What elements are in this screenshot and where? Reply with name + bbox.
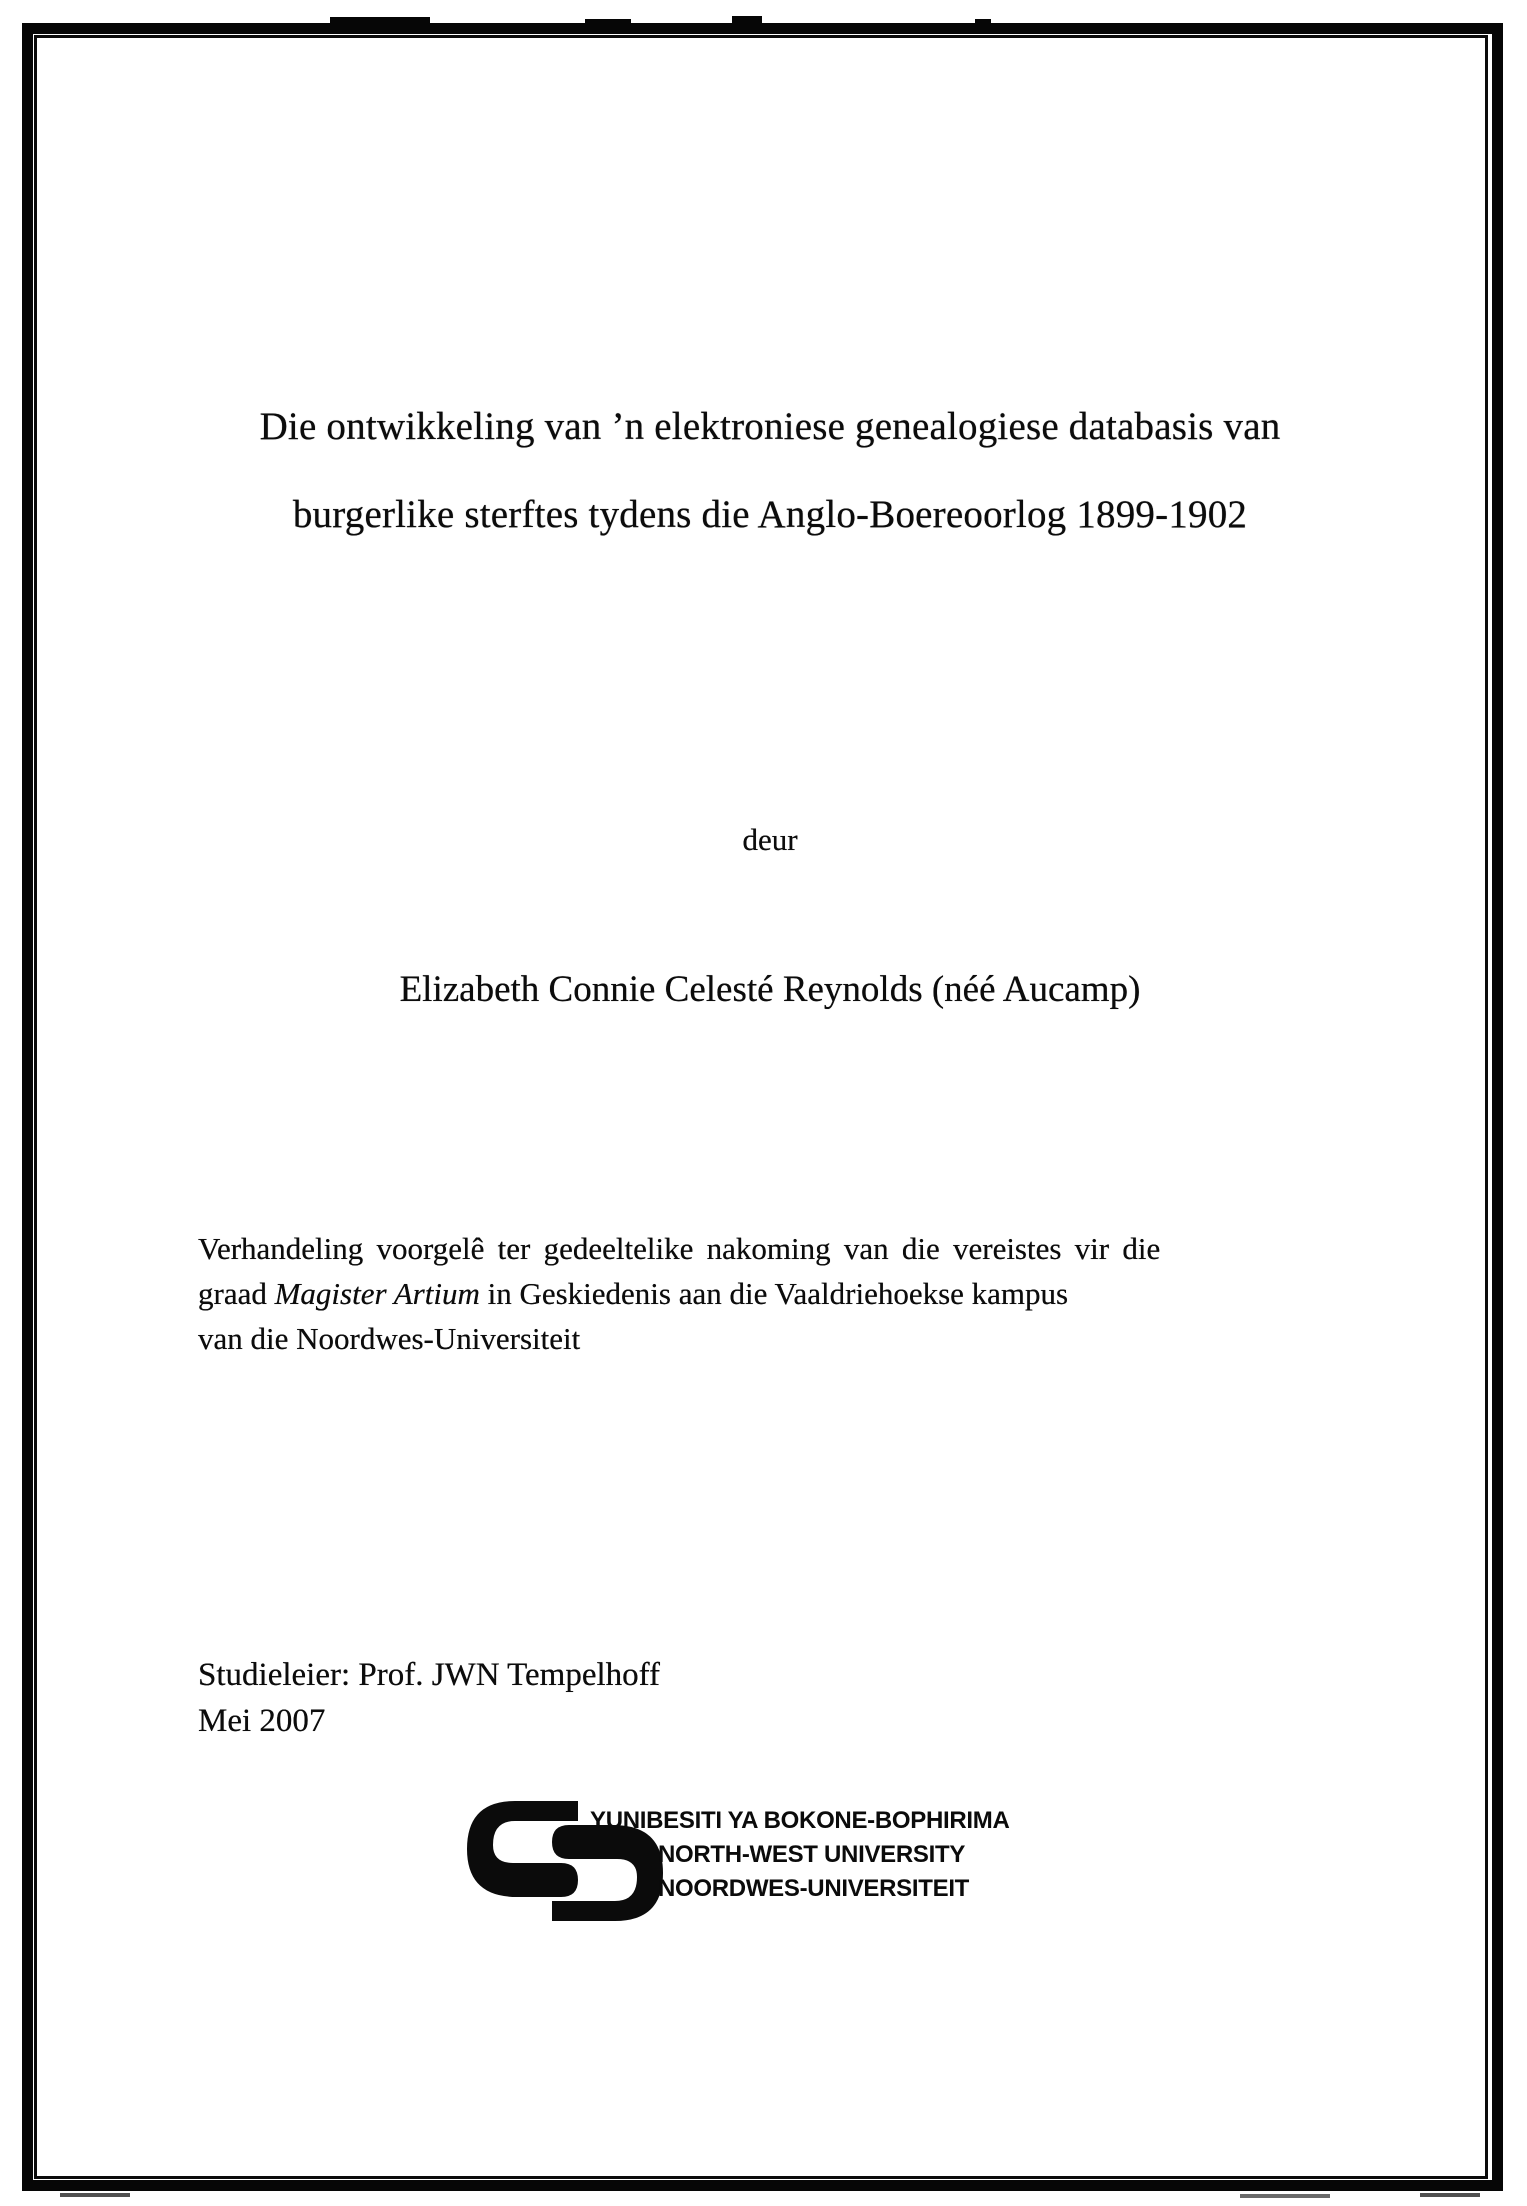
thesis-statement-line-1: Verhandeling voorgelê ter gedeeltelike nakoming van die vereistes vir die — [198, 1231, 1161, 1266]
thesis-statement-line-3: van die Noordwes-Universiteit — [198, 1321, 581, 1356]
university-logo — [462, 1798, 1112, 1938]
thesis-statement-line-2-before: graad — [198, 1276, 275, 1311]
scan-artifact — [330, 17, 430, 23]
university-logo-text — [590, 1804, 1010, 1906]
thesis-statement — [198, 1226, 1340, 1361]
supervisor-block — [198, 1652, 660, 1744]
scan-artifact — [975, 19, 991, 24]
thesis-statement-line-2 — [198, 1271, 1340, 1316]
byline: deur — [742, 822, 798, 857]
scan-artifact — [732, 16, 762, 23]
author-name: Elizabeth Connie Celesté Reynolds (néé Aucamp) — [399, 969, 1141, 1010]
scan-artifact — [585, 19, 631, 24]
thesis-title-line-1: Die ontwikkeling van ’n elektroniese genealogiese databasis van — [259, 405, 1281, 448]
thesis-statement-line-2-after: in Geskiedenis aan die Vaaldriehoekse kampus — [479, 1276, 1069, 1311]
thesis-title-line-2: burgerlike sterftes tydens die Anglo-Boereoorlog 1899-1902 — [292, 493, 1248, 536]
scan-artifact — [1420, 2193, 1480, 2197]
scan-artifact — [1240, 2194, 1330, 2198]
date-line: Mei 2007 — [198, 1703, 326, 1739]
supervisor-line: Studieleier: Prof. JWN Tempelhoff — [198, 1657, 661, 1693]
scan-artifact — [60, 2193, 130, 2197]
logo-line-afrikaans: NOORDWES-UNIVERSITEIT — [658, 1875, 970, 1902]
logo-line-setswana: YUNIBESITI YA BOKONE-BOPHIRIMA — [590, 1807, 1010, 1834]
degree-name-italic: Magister Artium — [274, 1276, 480, 1311]
logo-line-english: NORTH-WEST UNIVERSITY — [658, 1841, 966, 1868]
